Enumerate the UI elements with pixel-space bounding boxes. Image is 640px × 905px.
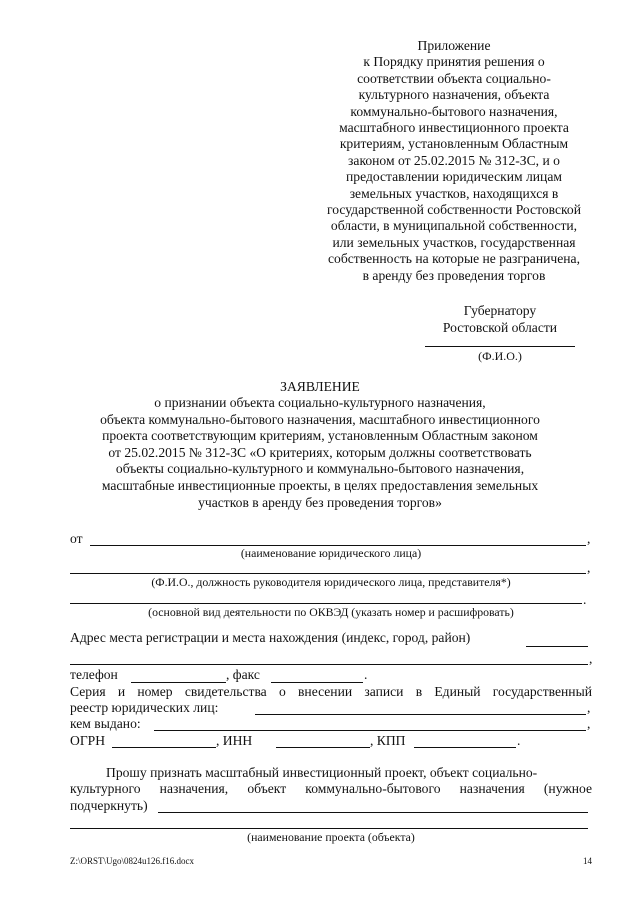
request-line-1: Прошу признать масштабный инвестиционный проект, объект социально- <box>106 765 538 780</box>
appendix-line: земельных участков, находящихся в <box>349 185 559 201</box>
request-line-2: культурного назначения, объект коммунально-бытового назначения (нужное <box>70 781 592 796</box>
phone-field[interactable] <box>131 682 226 683</box>
addressee-line-2: Ростовской области <box>442 320 558 335</box>
phone-label: телефон <box>70 667 118 682</box>
comma: , <box>587 560 591 575</box>
fax-label: , факс <box>226 667 260 682</box>
kpp-label: , КПП <box>370 733 406 748</box>
subject-line: масштабные инвестиционные проекты, в целях предоставления земельных <box>101 477 539 493</box>
subject-line: о признании объекта социально-культурного назначения, <box>154 395 486 410</box>
statement-subject <box>60 395 580 511</box>
period: . <box>583 592 587 607</box>
project-name-field-start[interactable] <box>158 812 588 813</box>
subject-line: участков в аренду без проведения торгов» <box>198 494 442 510</box>
file-path: Z:\ORST\Ugo\0824u126.f16.docx <box>70 856 194 866</box>
appendix-line: государственной собственности Ростовской <box>326 202 581 218</box>
page-number: 14 <box>583 856 592 866</box>
subject-line: объекта коммунально-бытового назначения, масштабного инвестиционного <box>100 411 540 427</box>
appendix-line: Приложение <box>417 38 491 53</box>
appendix-line: коммунально-бытового назначения, <box>350 103 558 119</box>
fax-field[interactable] <box>271 682 363 683</box>
address-field-start[interactable] <box>526 646 588 647</box>
kpp-field[interactable] <box>414 747 516 748</box>
entity-name-caption: (наименование юридического лица) <box>240 546 422 560</box>
project-name-caption: (наименование проекта (объекта) <box>247 830 415 844</box>
address-field[interactable] <box>70 664 588 665</box>
appendix-line: области, в муниципальной собственности, <box>330 218 578 234</box>
statement-title: ЗАЯВЛЕНИЕ <box>280 379 360 394</box>
appendix-line: к Порядку принятия решения о <box>363 54 545 70</box>
inn-label: , ИНН <box>216 733 253 748</box>
appendix-line: законом от 25.02.2015 № 312-ЗС, и о <box>348 152 560 168</box>
certificate-field[interactable] <box>255 714 586 715</box>
period: . <box>517 733 521 748</box>
head-name-caption: (Ф.И.О., должность руководителя юридического лица, представителя*) <box>151 575 511 589</box>
address-label: Адрес места регистрации и места нахождения (индекс, город, район) <box>70 630 471 645</box>
addressee-line-1: Губернатору <box>463 303 537 318</box>
appendix-line: критериям, установленным Областным <box>339 136 569 152</box>
okved-field[interactable] <box>70 603 582 604</box>
head-name-field[interactable] <box>70 573 586 574</box>
appendix-line: собственность на которые не разграничена, <box>328 251 580 267</box>
appendix-line: или земельных участков, государственная <box>332 234 576 250</box>
governor-name-field[interactable] <box>425 346 575 347</box>
issued-by-field[interactable] <box>154 730 586 731</box>
comma: , <box>587 531 591 546</box>
comma: , <box>589 651 593 666</box>
governor-name-caption: (Ф.И.О.) <box>478 349 522 363</box>
appendix-line: соответствии объекта социально- <box>357 70 551 86</box>
from-label: от <box>70 531 83 546</box>
page-footer <box>70 856 592 866</box>
registry-label: реестр юридических лиц: <box>70 700 219 715</box>
inn-field[interactable] <box>276 747 370 748</box>
appendix-line: в аренду без проведения торгов <box>362 267 546 283</box>
ogrn-field[interactable] <box>112 747 216 748</box>
appendix-line: культурного назначения, объекта <box>358 87 550 103</box>
subject-line: от 25.02.2015 № 312-ЗС «О критериях, которым должны соответствовать <box>108 444 532 460</box>
comma: , <box>587 700 591 715</box>
subject-line: проекта соответствующим критериям, установленным Областным законом <box>102 428 538 444</box>
appendix-header <box>305 38 603 284</box>
request-line-3: подчеркнуть) <box>70 798 148 813</box>
project-name-field[interactable] <box>70 828 588 829</box>
addressee-block <box>425 302 575 336</box>
appendix-line: предоставлении юридическим лицам <box>346 169 562 185</box>
comma: , <box>587 716 591 731</box>
okved-caption: (основной вид деятельности по ОКВЭД (указать номер и расшифровать) <box>148 605 514 619</box>
ogrn-label: ОГРН <box>70 733 106 748</box>
period: . <box>364 667 368 682</box>
certificate-label: Серия и номер свидетельства о внесении записи в Единый государственный <box>70 684 592 699</box>
appendix-line: масштабного инвестиционного проекта <box>339 120 569 136</box>
subject-line: объекты социально-культурного и коммунально-бытового назначения, <box>115 461 525 477</box>
issued-by-label: кем выдано: <box>70 716 141 731</box>
